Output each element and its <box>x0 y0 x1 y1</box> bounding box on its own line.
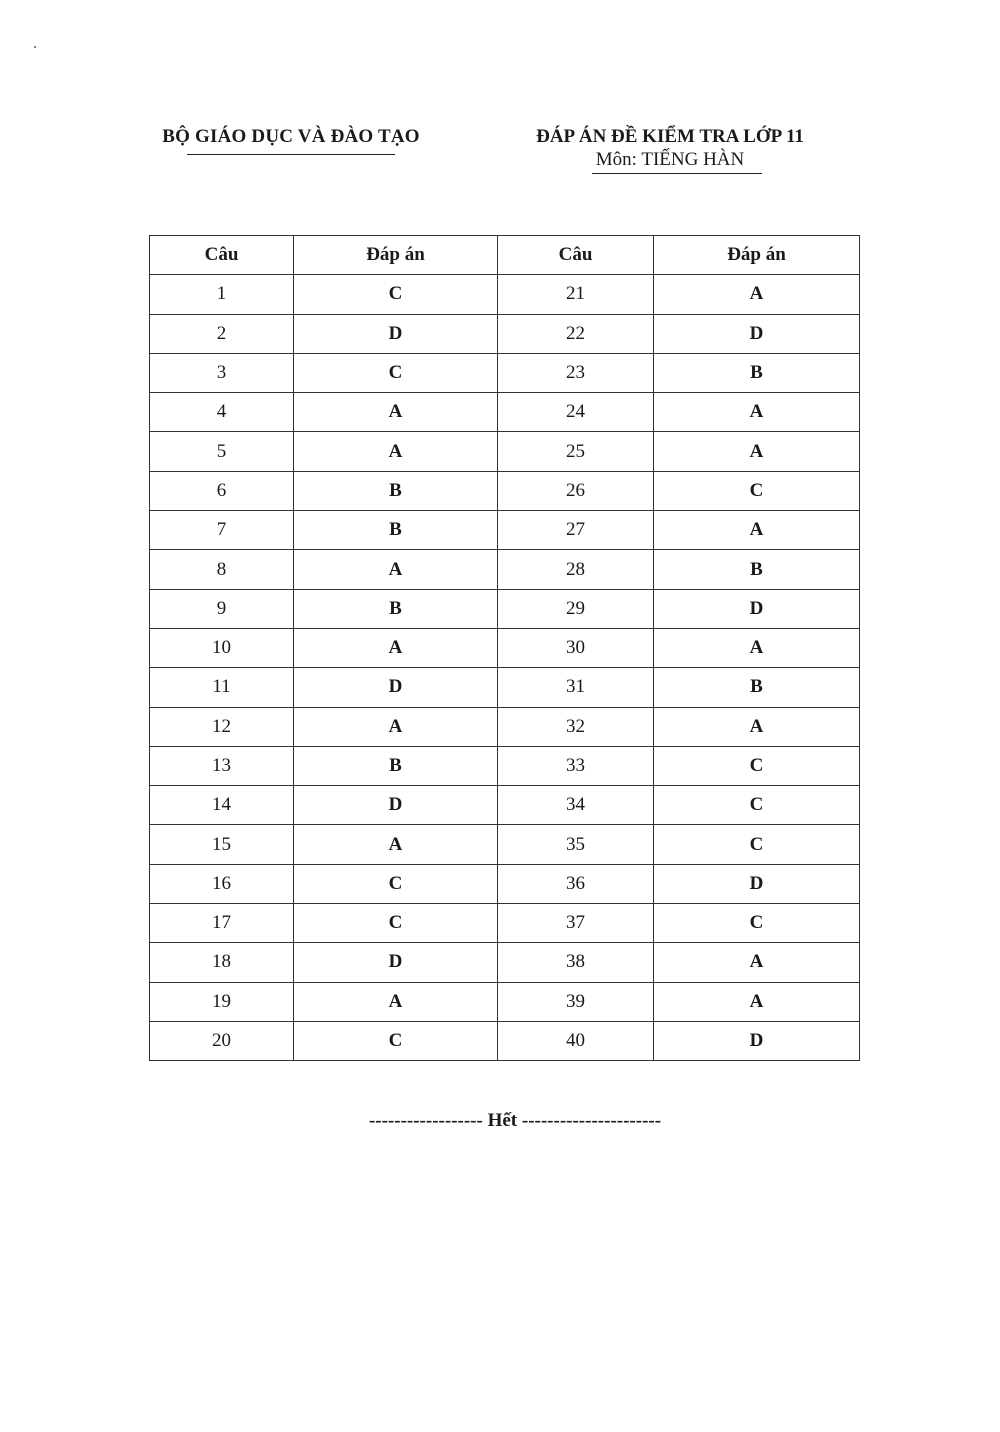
table-body <box>150 275 860 1061</box>
table-row <box>150 825 860 864</box>
question-number-cell: 34 <box>498 786 654 825</box>
question-number-cell: 1 <box>150 275 294 314</box>
table-row <box>150 432 860 471</box>
question-number-cell: 8 <box>150 550 294 589</box>
table-row <box>150 589 860 628</box>
table-row <box>150 353 860 392</box>
answer-cell: B <box>654 668 860 707</box>
answer-cell: A <box>294 825 498 864</box>
answer-cell: A <box>294 707 498 746</box>
answer-cell: D <box>294 943 498 982</box>
question-number-cell: 29 <box>498 589 654 628</box>
answer-cell: B <box>654 550 860 589</box>
question-number-cell: 30 <box>498 628 654 667</box>
question-number-cell: 39 <box>498 982 654 1021</box>
answer-cell: D <box>654 589 860 628</box>
answer-key-table <box>149 235 860 1061</box>
column-header-answer: Đáp án <box>294 236 498 275</box>
question-number-cell: 26 <box>498 471 654 510</box>
question-number-cell: 24 <box>498 393 654 432</box>
answer-cell: A <box>654 432 860 471</box>
table-row <box>150 471 860 510</box>
table-row <box>150 786 860 825</box>
question-number-cell: 18 <box>150 943 294 982</box>
column-header-answer: Đáp án <box>654 236 860 275</box>
table-row <box>150 511 860 550</box>
answer-cell: C <box>654 471 860 510</box>
answer-cell: D <box>294 668 498 707</box>
table-row <box>150 707 860 746</box>
table-row <box>150 275 860 314</box>
answer-cell: D <box>294 786 498 825</box>
column-header-question: Câu <box>150 236 294 275</box>
answer-cell: A <box>294 628 498 667</box>
answer-cell: C <box>294 1021 498 1060</box>
table-row <box>150 904 860 943</box>
answer-cell: C <box>294 353 498 392</box>
table-row <box>150 864 860 903</box>
answer-cell: B <box>294 471 498 510</box>
table-row <box>150 668 860 707</box>
answer-cell: C <box>294 275 498 314</box>
table-row <box>150 982 860 1021</box>
question-number-cell: 22 <box>498 314 654 353</box>
question-number-cell: 37 <box>498 904 654 943</box>
question-number-cell: 25 <box>498 432 654 471</box>
subject-value: TIẾNG HÀN <box>641 149 745 170</box>
answer-cell: A <box>654 982 860 1021</box>
question-number-cell: 14 <box>150 786 294 825</box>
header-organization-block <box>150 126 432 155</box>
document-title: ĐÁP ÁN ĐỀ KIỂM TRA LỚP 11 <box>536 126 804 147</box>
answer-cell: A <box>294 393 498 432</box>
answer-cell: B <box>294 589 498 628</box>
answer-cell: C <box>654 825 860 864</box>
question-number-cell: 19 <box>150 982 294 1021</box>
question-number-cell: 4 <box>150 393 294 432</box>
answer-cell: C <box>654 904 860 943</box>
answer-cell: C <box>654 746 860 785</box>
table-row <box>150 943 860 982</box>
question-number-cell: 11 <box>150 668 294 707</box>
question-number-cell: 9 <box>150 589 294 628</box>
answer-cell: A <box>294 432 498 471</box>
column-header-question: Câu <box>498 236 654 275</box>
organization-underline <box>187 154 395 155</box>
answer-cell: A <box>294 982 498 1021</box>
question-number-cell: 15 <box>150 825 294 864</box>
question-number-cell: 16 <box>150 864 294 903</box>
answer-cell: D <box>294 314 498 353</box>
question-number-cell: 20 <box>150 1021 294 1060</box>
answer-cell: A <box>654 943 860 982</box>
question-number-cell: 6 <box>150 471 294 510</box>
question-number-cell: 13 <box>150 746 294 785</box>
table-row <box>150 628 860 667</box>
question-number-cell: 23 <box>498 353 654 392</box>
header-title-block <box>500 126 840 174</box>
question-number-cell: 17 <box>150 904 294 943</box>
subject-label: Môn: <box>595 149 637 170</box>
question-number-cell: 28 <box>498 550 654 589</box>
question-number-cell: 38 <box>498 943 654 982</box>
answer-cell: C <box>294 864 498 903</box>
question-number-cell: 31 <box>498 668 654 707</box>
answer-cell: B <box>294 511 498 550</box>
question-number-cell: 3 <box>150 353 294 392</box>
answer-cell: D <box>654 864 860 903</box>
organization-name: BỘ GIÁO DỤC VÀ ĐÀO TẠO <box>162 126 420 147</box>
answer-cell: A <box>654 707 860 746</box>
answer-cell: B <box>294 746 498 785</box>
question-number-cell: 5 <box>150 432 294 471</box>
table-row <box>150 1021 860 1060</box>
table-row <box>150 314 860 353</box>
question-number-cell: 32 <box>498 707 654 746</box>
question-number-cell: 12 <box>150 707 294 746</box>
table-row <box>150 550 860 589</box>
question-number-cell: 27 <box>498 511 654 550</box>
answer-cell: D <box>654 1021 860 1060</box>
table-header-row <box>150 236 860 275</box>
answer-cell: C <box>294 904 498 943</box>
table-row <box>150 746 860 785</box>
answer-cell: A <box>294 550 498 589</box>
subject-line <box>500 149 840 171</box>
question-number-cell: 36 <box>498 864 654 903</box>
answer-cell: A <box>654 511 860 550</box>
subject-underline <box>592 173 762 174</box>
answer-cell: A <box>654 393 860 432</box>
question-number-cell: 21 <box>498 275 654 314</box>
question-number-cell: 10 <box>150 628 294 667</box>
scan-speck <box>34 46 36 48</box>
question-number-cell: 7 <box>150 511 294 550</box>
answer-cell: C <box>654 786 860 825</box>
question-number-cell: 35 <box>498 825 654 864</box>
question-number-cell: 33 <box>498 746 654 785</box>
answer-cell: A <box>654 628 860 667</box>
question-number-cell: 40 <box>498 1021 654 1060</box>
question-number-cell: 2 <box>150 314 294 353</box>
answer-cell: D <box>654 314 860 353</box>
answer-cell: A <box>654 275 860 314</box>
table-row <box>150 393 860 432</box>
answer-cell: B <box>654 353 860 392</box>
end-marker: ------------------ Hết ---------------------- <box>368 1110 662 1131</box>
